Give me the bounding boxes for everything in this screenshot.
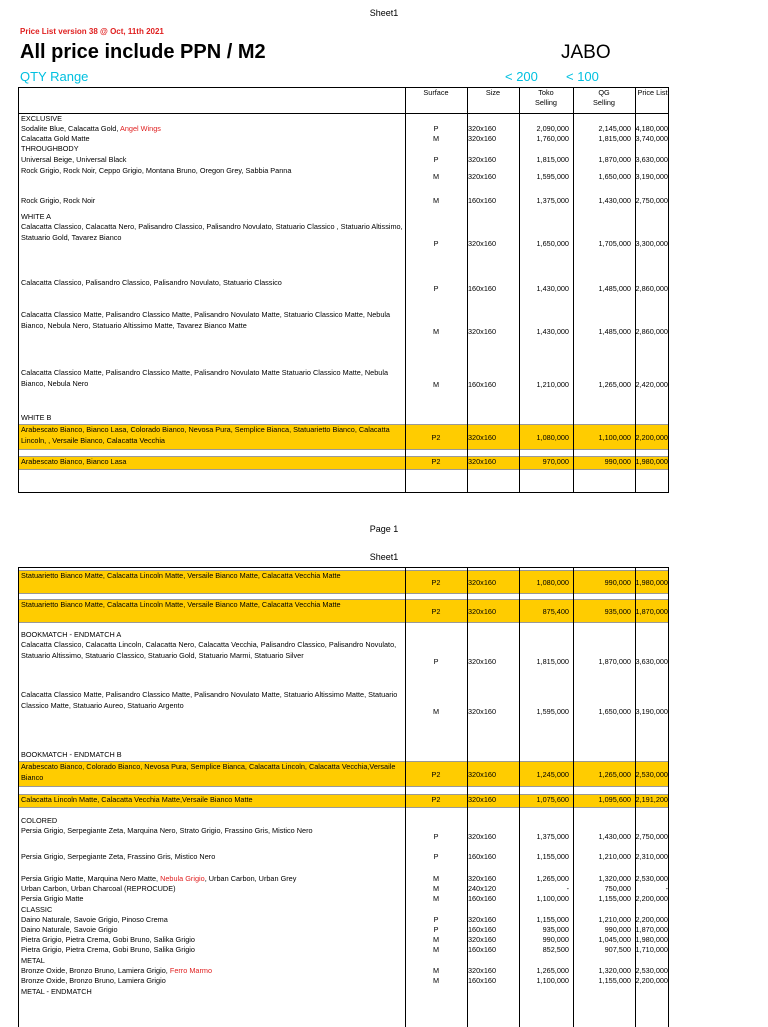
section-header (19, 987, 668, 997)
product-description (19, 630, 405, 640)
toko-price-cell: 1,075,600 (536, 795, 569, 804)
qg-price-cell: 1,430,000 (598, 196, 631, 205)
price-list-cell: 2,200,000 (635, 915, 668, 924)
description-text: EXCLUSIVE (21, 114, 62, 123)
toko-price-cell: 990,000 (542, 935, 569, 944)
description-text: WHITE B (21, 413, 52, 422)
surface-cell: M (432, 380, 440, 389)
table-row (19, 570, 668, 594)
description-text: THROUGHBODY (21, 144, 79, 153)
description-text: Calacatta Classico, Calacatta Lincoln, Calacatta Nero, Calacatta Vecchia, Palisandro Classico, Palisandro Novulato, Statuario Altissimo, Statuario Classico, Statuario Gold, Statuario Marmi, Statuario Silver (21, 640, 397, 660)
toko-price-cell: 875,400 (542, 607, 569, 616)
qg-price-cell: 935,000 (604, 607, 631, 616)
qg-price-cell: 1,265,000 (598, 380, 631, 389)
toko-price-cell: 2,090,000 (536, 124, 569, 133)
description-text: Persia Grigio Matte (21, 894, 84, 903)
surface-cell: P2 (431, 795, 441, 804)
toko-price-cell: 1,080,000 (536, 578, 569, 587)
description-text: Bronze Oxide, Bronzo Bruno, Lamiera Grigio (21, 976, 166, 985)
price-list-cell: 2,420,000 (635, 380, 668, 389)
toko-price-cell: 935,000 (542, 925, 569, 934)
highlighted-product: Nebula Grigio (160, 874, 205, 883)
toko-price-cell: 1,375,000 (536, 832, 569, 841)
price-list-cell: 2,530,000 (635, 966, 668, 975)
qg-price-cell: 1,870,000 (598, 155, 631, 164)
product-description (19, 925, 405, 935)
product-description (19, 278, 405, 300)
product-description (19, 368, 405, 401)
section-header (19, 905, 668, 915)
header-toko: Toko Selling (535, 88, 557, 107)
toko-price-cell: 1,100,000 (536, 976, 569, 985)
table-row (19, 852, 668, 862)
table-row (19, 278, 668, 300)
size-cell: 320x160 (468, 795, 496, 804)
qty-toko: < 200 (505, 69, 538, 84)
price-list-cell: 1,980,000 (635, 457, 668, 466)
section-header (19, 144, 668, 154)
section-header (19, 212, 668, 222)
price-list-cell: 3,300,000 (635, 239, 668, 248)
size-cell: 320x160 (468, 239, 496, 248)
description-text: Arabescato Bianco, Colorado Bianco, Nevosa Pura, Semplice Bianca, Calacatta Lincoln, Calacatta Vecchia,Versaile Bianco (21, 762, 396, 782)
qg-price-cell: 907,500 (604, 945, 631, 954)
surface-cell: P (433, 657, 439, 666)
qg-price-cell: 1,815,000 (598, 134, 631, 143)
qg-price-cell: 1,650,000 (598, 707, 631, 716)
surface-cell: P2 (431, 433, 441, 442)
surface-cell: P (433, 124, 439, 133)
version-note: Price List version 38 @ Oct, 11th 2021 (20, 27, 164, 36)
size-cell: 160x160 (468, 976, 496, 985)
qg-price-cell: 1,095,600 (598, 795, 631, 804)
price-list-cell: 1,870,000 (635, 925, 668, 934)
surface-cell: M (432, 874, 440, 883)
surface-cell: M (432, 172, 440, 181)
toko-price-cell: 1,080,000 (536, 433, 569, 442)
size-cell: 320x160 (468, 935, 496, 944)
product-description (19, 114, 405, 124)
section-header (19, 630, 668, 640)
toko-price-cell: 1,375,000 (536, 196, 569, 205)
description-text: Arabescato Bianco, Bianco Lasa, Colorado Bianco, Nevosa Pura, Semplice Bianca, Statuarietto Bianco, Calacatta Lincoln, , Versaile Bianco, Calacatta Vecchia (21, 425, 390, 445)
header-price-list: Price List (637, 88, 668, 97)
table-row (19, 794, 668, 808)
toko-price-cell: 1,245,000 (536, 770, 569, 779)
product-description (19, 894, 405, 904)
surface-cell: P (433, 239, 439, 248)
table-row (19, 826, 668, 848)
product-description (19, 690, 405, 734)
product-description (19, 935, 405, 945)
price-list-cell: 3,190,000 (635, 172, 668, 181)
surface-cell: M (432, 935, 440, 944)
section-header (19, 750, 668, 760)
description-text: Calacatta Classico, Palisandro Classico, Palisandro Novulato, Statuario Classico (21, 278, 282, 287)
surface-cell: M (432, 707, 440, 716)
description-text: Urban Carbon, Urban Charcoal (REPROCUDE) (21, 884, 176, 893)
product-description (19, 600, 405, 622)
table-row (19, 196, 668, 206)
size-cell: 320x160 (468, 770, 496, 779)
price-list-cell: 3,630,000 (635, 657, 668, 666)
product-description (19, 310, 405, 354)
table-body (19, 568, 668, 1027)
description-text: Sodalite Blue, Calacatta Gold, (21, 124, 120, 133)
table-row (19, 690, 668, 734)
description-text: Rock Grigio, Rock Noir, Ceppo Grigio, Montana Bruno, Oregon Grey, Sabbia Panna (21, 166, 292, 175)
table-row (19, 966, 668, 976)
qty-qg: < 100 (566, 69, 599, 84)
surface-cell: P2 (431, 770, 441, 779)
description-text: Rock Grigio, Rock Noir (21, 196, 96, 205)
qg-price-cell: 1,430,000 (598, 832, 631, 841)
description-text: Pietra Grigio, Pietra Crema, Gobi Bruno, Salika Grigio (21, 935, 195, 944)
toko-price-cell: 1,100,000 (536, 894, 569, 903)
qg-price-cell: 1,870,000 (598, 657, 631, 666)
qg-price-cell: 1,320,000 (598, 966, 631, 975)
section-header (19, 114, 668, 124)
qg-price-cell: 1,320,000 (598, 874, 631, 883)
price-list-cell: 2,191,200 (635, 795, 668, 804)
surface-cell: M (432, 966, 440, 975)
table-row (19, 134, 668, 144)
product-description (19, 987, 405, 997)
size-cell: 320x160 (468, 172, 496, 181)
size-cell: 320x160 (468, 155, 496, 164)
surface-cell: M (432, 976, 440, 985)
description-text: Persia Grigio Matte, Marquina Nero Matte, (21, 874, 161, 883)
surface-cell: P (433, 155, 439, 164)
table-row (19, 935, 668, 945)
surface-cell: P (433, 284, 439, 293)
surface-cell: P (433, 832, 439, 841)
price-list-cell: 2,860,000 (635, 284, 668, 293)
table-row (19, 124, 668, 134)
size-cell: 240x120 (468, 884, 496, 893)
size-cell: 320x160 (468, 578, 496, 587)
size-cell: 160x160 (468, 284, 496, 293)
product-description (19, 976, 405, 986)
sheet-label-page2: Sheet1 (369, 552, 399, 562)
section-header (19, 956, 668, 966)
header-size: Size (485, 88, 501, 97)
size-cell: 320x160 (468, 966, 496, 975)
table-row (19, 640, 668, 684)
qg-price-cell: 1,650,000 (598, 172, 631, 181)
price-list-cell: - (665, 884, 668, 893)
product-description (19, 966, 405, 976)
product-description (19, 874, 405, 884)
qg-price-cell: 1,210,000 (598, 915, 631, 924)
price-table-page1 (18, 87, 669, 493)
qg-price-cell: 1,045,000 (598, 935, 631, 944)
section-header (19, 413, 668, 423)
qg-price-cell: 1,210,000 (598, 852, 631, 861)
description-text: Statuarietto Bianco Matte, Calacatta Lincoln Matte, Versaile Bianco Matte, Calacatta Vecchia Matte (21, 571, 341, 580)
product-description (19, 413, 405, 423)
description-text: Persia Grigio, Serpegiante Zeta, Frassino Gris, Mistico Nero (21, 852, 216, 861)
description-text: BOOKMATCH - ENDMATCH B (21, 750, 122, 759)
product-description (19, 196, 405, 206)
table-row (19, 368, 668, 401)
size-cell: 320x160 (468, 134, 496, 143)
size-cell: 320x160 (468, 707, 496, 716)
qg-price-cell: 1,265,000 (598, 770, 631, 779)
product-description (19, 762, 405, 786)
price-list-cell: 3,740,000 (635, 134, 668, 143)
header-surface: Surface (423, 88, 449, 97)
description-text: Persia Grigio, Serpegiante Zeta, Marquina Nero, Strato Grigio, Frassino Gris, Mistico Nero (21, 826, 313, 835)
size-cell: 320x160 (468, 832, 496, 841)
surface-cell: M (432, 945, 440, 954)
product-description (19, 457, 405, 469)
table-row (19, 599, 668, 623)
surface-cell: P (433, 925, 439, 934)
description-text: Calacatta Classico, Calacatta Nero, Palisandro Classico, Palisandro Novulato, Statuario Classico , Statuario Altissimo, Statuario Gold, Tavarez Bianco (21, 222, 403, 242)
toko-price-cell: 1,430,000 (536, 284, 569, 293)
product-description (19, 945, 405, 955)
description-text: Calacatta Classico Matte, Palisandro Classico Matte, Palisandro Novulato Matte, Statuario Altissimo Matte, Statuario Classico Matte, Statuario Aureo, Statuario Argento (21, 690, 398, 710)
surface-cell: M (432, 327, 440, 336)
toko-price-cell: 1,265,000 (536, 966, 569, 975)
description-text: Calacatta Lincoln Matte, Calacatta Vecchia Matte,Versaile Bianco Matte (21, 795, 253, 804)
header-qg: QG Selling (593, 88, 615, 107)
highlighted-product: Ferro Marmo (169, 966, 213, 975)
size-cell: 320x160 (468, 457, 496, 466)
description-text: , Urban Carbon, Urban Grey (204, 874, 297, 883)
toko-price-cell: 1,815,000 (536, 657, 569, 666)
product-description (19, 166, 405, 188)
product-description (19, 134, 405, 144)
product-description (19, 124, 405, 134)
table-row (19, 310, 668, 354)
toko-price-cell: 1,155,000 (536, 915, 569, 924)
qg-price-cell: 750,000 (604, 884, 631, 893)
description-text: Calacatta Gold Matte (21, 134, 90, 143)
description-text: COLORED (21, 816, 58, 825)
size-cell: 160x160 (468, 852, 496, 861)
product-description (19, 212, 405, 222)
size-cell: 160x160 (468, 894, 496, 903)
size-cell: 320x160 (468, 433, 496, 442)
price-list-cell: 3,190,000 (635, 707, 668, 716)
price-list-cell: 2,750,000 (635, 832, 668, 841)
size-cell: 320x160 (468, 874, 496, 883)
description-text: Calacatta Classico Matte, Palisandro Classico Matte, Palisandro Novulato Matte, Statuario Classico Matte, Nebula Bianco, Nebula Nero, Statuario Altissimo Matte, Tavarez Bianco Matte (21, 310, 391, 330)
size-cell: 320x160 (468, 915, 496, 924)
description-text: Bronze Oxide, Bronzo Bruno, Lamiera Grigio, (21, 966, 170, 975)
price-list-cell: 2,860,000 (635, 327, 668, 336)
toko-price-cell: 1,265,000 (536, 874, 569, 883)
price-list-cell: 2,530,000 (635, 874, 668, 883)
price-list-cell: 1,980,000 (635, 935, 668, 944)
toko-price-cell: 1,650,000 (536, 239, 569, 248)
price-list-cell: 2,200,000 (635, 894, 668, 903)
description-text: Daino Naturale, Savoie Grigio, Pinoso Crema (21, 915, 168, 924)
price-list-cell: 2,310,000 (635, 852, 668, 861)
size-cell: 160x160 (468, 945, 496, 954)
page-title: All price include PPN / M2 (20, 41, 266, 63)
table-header (19, 88, 668, 114)
description-text: Calacatta Classico Matte, Palisandro Classico Matte, Palisandro Novulato Matte Statuario Classico Matte, Nebula Bianco, Nebula Nero (21, 368, 389, 388)
price-list-cell: 3,630,000 (635, 155, 668, 164)
table-row (19, 166, 668, 188)
price-list-cell: 4,180,000 (635, 124, 668, 133)
highlighted-product: Angel Wings (119, 124, 161, 133)
table-row (19, 976, 668, 986)
price-table-page2 (18, 567, 669, 1027)
toko-price-cell: 1,595,000 (536, 707, 569, 716)
size-cell: 320x160 (468, 327, 496, 336)
page-footer: Page 1 (369, 524, 399, 534)
product-description (19, 795, 405, 807)
size-cell: 160x160 (468, 196, 496, 205)
surface-cell: P2 (431, 607, 441, 616)
qg-price-cell: 990,000 (604, 578, 631, 587)
product-description (19, 826, 405, 848)
product-description (19, 571, 405, 593)
qg-price-cell: 1,485,000 (598, 284, 631, 293)
toko-price-cell: 1,430,000 (536, 327, 569, 336)
table-row (19, 222, 668, 266)
section-header (19, 816, 668, 826)
description-text: Daino Naturale, Savoie Grigio (21, 925, 118, 934)
description-text: CLASSIC (21, 905, 53, 914)
surface-cell: P (433, 915, 439, 924)
qg-price-cell: 1,100,000 (598, 433, 631, 442)
table-row (19, 424, 668, 450)
table-body (19, 114, 668, 493)
description-text: Statuarietto Bianco Matte, Calacatta Lincoln Matte, Versaile Bianco Matte, Calacatta Vecchia Matte (21, 600, 341, 609)
description-text: METAL - ENDMATCH (21, 987, 92, 996)
description-text: Universal Beige, Universal Black (21, 155, 127, 164)
sheet-label-page1: Sheet1 (369, 8, 399, 18)
table-row (19, 884, 668, 894)
product-description (19, 816, 405, 826)
toko-price-cell: - (566, 884, 569, 893)
qg-price-cell: 1,155,000 (598, 976, 631, 985)
product-description (19, 750, 405, 760)
table-row (19, 915, 668, 925)
surface-cell: M (432, 884, 440, 893)
product-description (19, 155, 405, 165)
surface-cell: M (432, 894, 440, 903)
toko-price-cell: 1,760,000 (536, 134, 569, 143)
size-cell: 160x160 (468, 380, 496, 389)
description-text: Pietra Grigio, Pietra Crema, Gobi Bruno, Salika Grigio (21, 945, 195, 954)
price-list-cell: 1,980,000 (635, 578, 668, 587)
surface-cell: P2 (431, 457, 441, 466)
toko-price-cell: 1,815,000 (536, 155, 569, 164)
size-cell: 320x160 (468, 657, 496, 666)
price-list-cell: 2,750,000 (635, 196, 668, 205)
qg-price-cell: 1,155,000 (598, 894, 631, 903)
table-row (19, 874, 668, 884)
table-row (19, 894, 668, 904)
price-list-cell: 2,200,000 (635, 433, 668, 442)
qty-range-label: QTY Range (20, 69, 89, 84)
table-row (19, 761, 668, 787)
table-row (19, 155, 668, 165)
surface-cell: M (432, 134, 440, 143)
toko-price-cell: 1,155,000 (536, 852, 569, 861)
qg-price-cell: 1,485,000 (598, 327, 631, 336)
size-cell: 320x160 (468, 124, 496, 133)
product-description (19, 222, 405, 266)
size-cell: 320x160 (468, 607, 496, 616)
table-row (19, 456, 668, 470)
description-text: WHITE A (21, 212, 51, 221)
surface-cell: M (432, 196, 440, 205)
qg-price-cell: 1,705,000 (598, 239, 631, 248)
description-text: METAL (21, 956, 45, 965)
product-description (19, 852, 405, 862)
price-list-cell: 2,530,000 (635, 770, 668, 779)
product-description (19, 144, 405, 154)
toko-price-cell: 852,500 (542, 945, 569, 954)
price-list-cell: 1,870,000 (635, 607, 668, 616)
product-description (19, 915, 405, 925)
product-description (19, 905, 405, 915)
brand-label: JABO (561, 42, 611, 63)
table-row (19, 925, 668, 935)
price-list-cell: 2,200,000 (635, 976, 668, 985)
qg-price-cell: 2,145,000 (598, 124, 631, 133)
size-cell: 160x160 (468, 925, 496, 934)
surface-cell: P2 (431, 578, 441, 587)
product-description (19, 425, 405, 449)
toko-price-cell: 1,210,000 (536, 380, 569, 389)
toko-price-cell: 970,000 (542, 457, 569, 466)
qg-price-cell: 990,000 (604, 457, 631, 466)
description-text: Arabescato Bianco, Bianco Lasa (21, 457, 127, 466)
table-row (19, 945, 668, 955)
description-text: BOOKMATCH - ENDMATCH A (21, 630, 122, 639)
toko-price-cell: 1,595,000 (536, 172, 569, 181)
price-list-cell: 1,710,000 (635, 945, 668, 954)
qg-price-cell: 990,000 (604, 925, 631, 934)
product-description (19, 956, 405, 966)
product-description (19, 640, 405, 684)
surface-cell: P (433, 852, 439, 861)
product-description (19, 884, 405, 894)
